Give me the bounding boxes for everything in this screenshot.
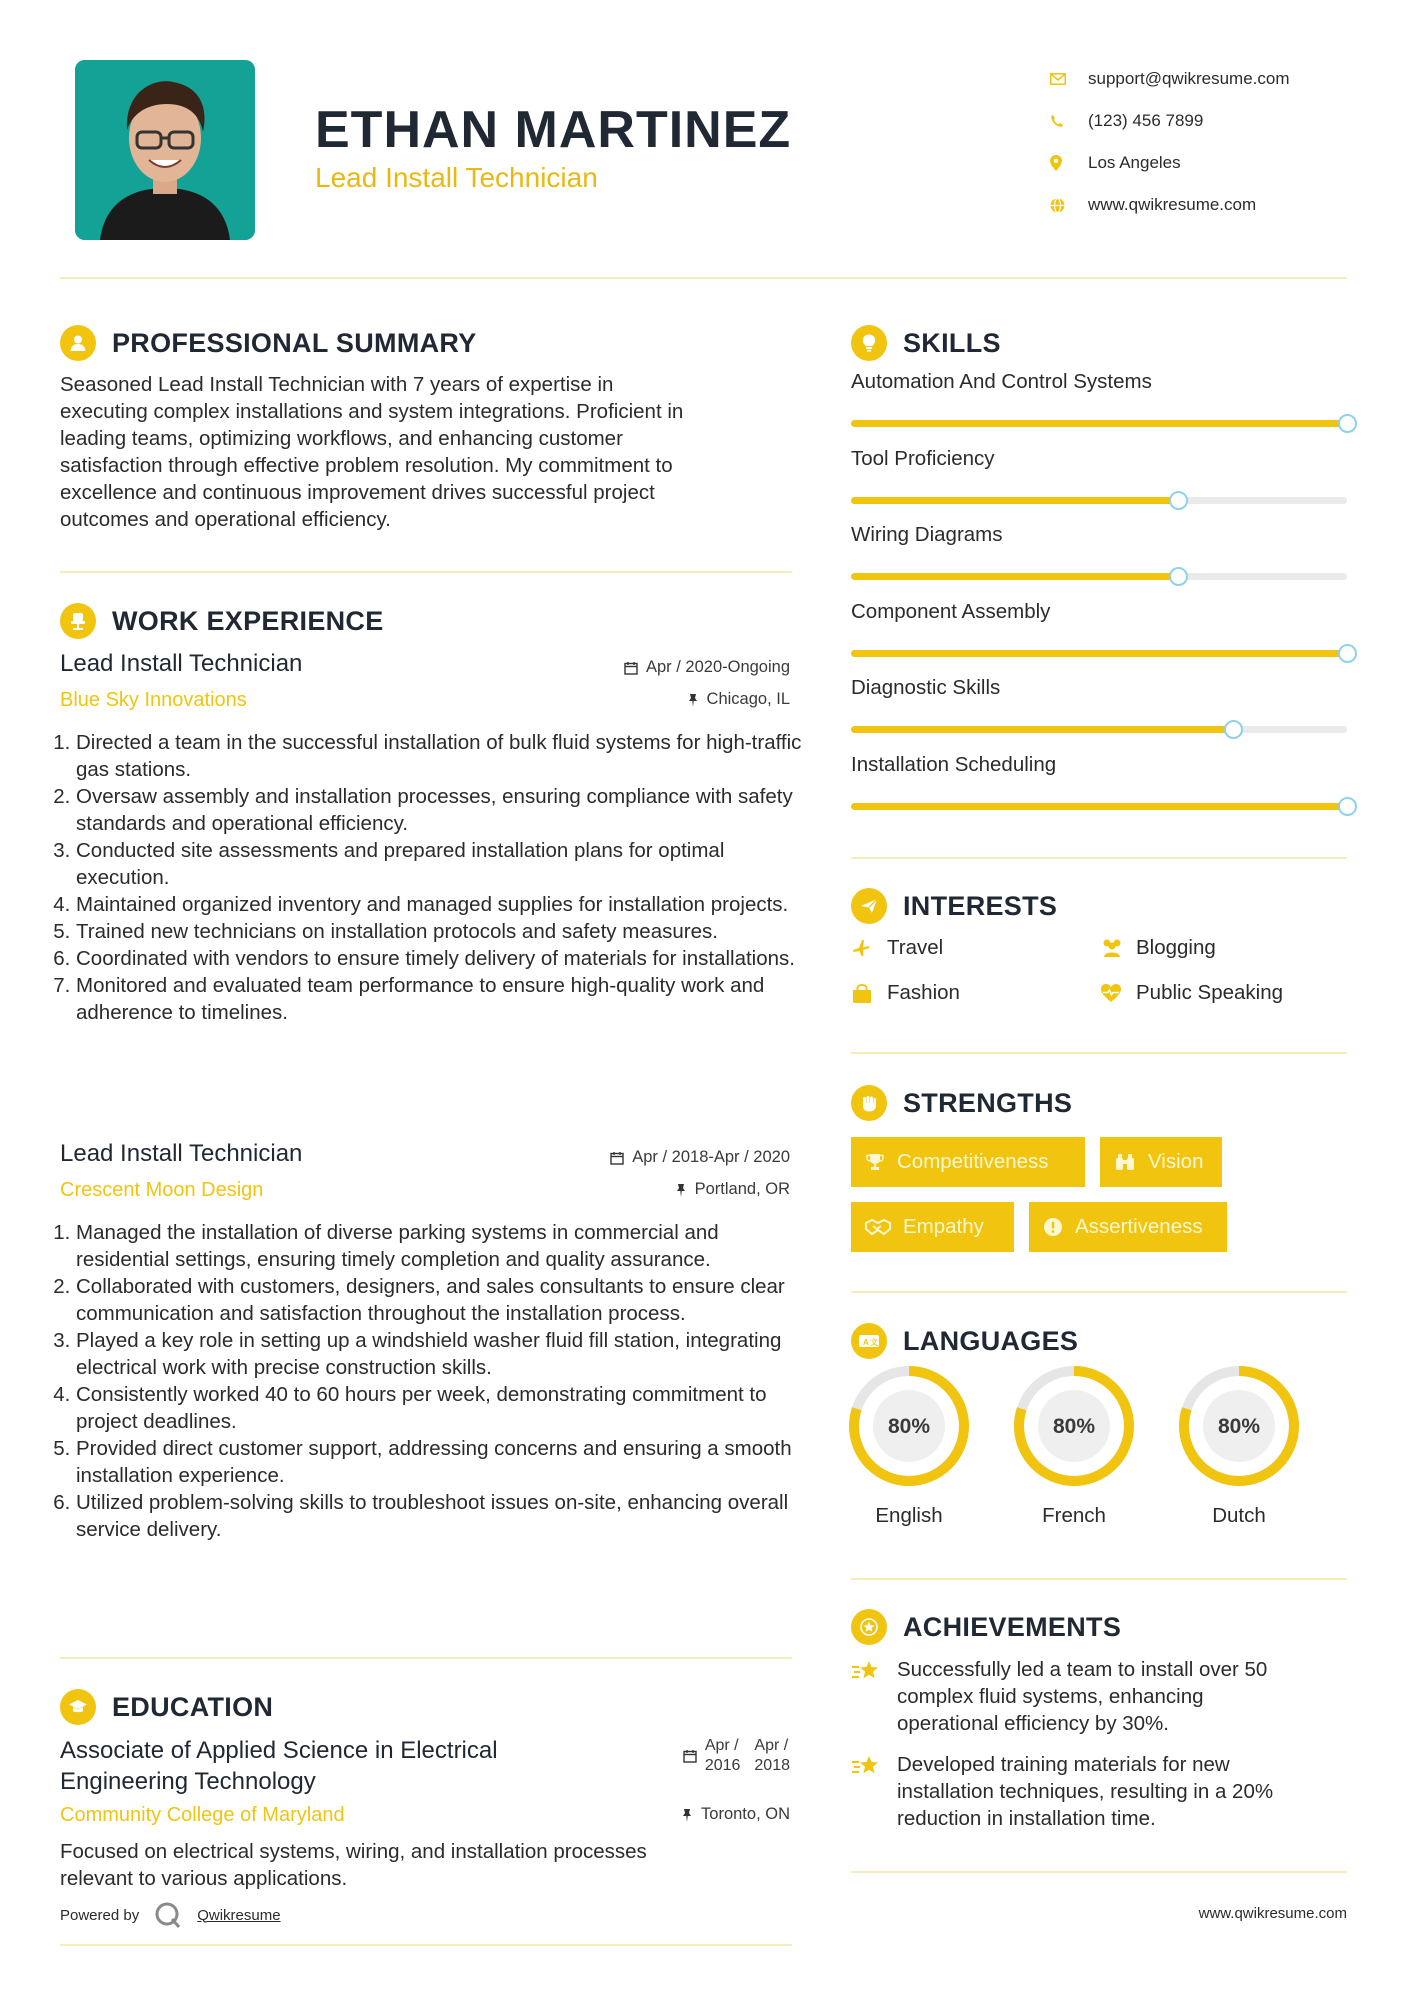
achievements-divider [851, 1871, 1347, 1873]
skill-bar-track [851, 420, 1347, 427]
skill-bar-knob [1169, 491, 1188, 510]
skill-name: Installation Scheduling [851, 752, 1057, 776]
strength-competitiveness [851, 1137, 1085, 1187]
person-silhouette-icon [75, 60, 255, 240]
skills-heading [851, 325, 1001, 361]
powered-by-text: Powered by [60, 1906, 140, 1924]
interest-label: Blogging [1136, 936, 1216, 959]
duty-item: 3. Played a key role in setting up a windshield washer fluid fill station, integrating electrical work with precise construction skills. [76, 1327, 802, 1381]
contact-location-text: Los Angeles [1088, 153, 1181, 172]
shooting-star-icon [851, 1656, 897, 1737]
contact-location [1050, 142, 1290, 184]
candidate-name: ETHAN MARTINEZ [315, 101, 792, 159]
strength-empathy [851, 1202, 1014, 1252]
duty-item: 4. Consistently worked 40 to 60 hours per week, demonstrating commitment to project deadlines. [76, 1381, 802, 1435]
map-pin-icon [1050, 153, 1088, 173]
calendar-icon [624, 661, 638, 675]
duty-item: 4. Maintained organized inventory and managed supplies for installation projects. [76, 891, 802, 918]
skill-name: Wiring Diagrams [851, 523, 1003, 546]
skills-heading-text: SKILLS [903, 327, 1001, 358]
plane-icon [851, 938, 887, 958]
header-divider [60, 277, 1347, 279]
skill-name: Automation And Control Systems [851, 370, 1152, 393]
language-ring [1177, 1364, 1301, 1488]
profile-photo [75, 60, 255, 240]
interest-public-speaking [1100, 981, 1283, 1005]
achievement-line: Developed training materials for new [897, 1753, 1230, 1776]
shooting-star-icon [851, 1751, 897, 1832]
candidate-title: Lead Install Technician [315, 162, 598, 193]
skill-bar-knob [1224, 720, 1243, 739]
handshake-icon [865, 1218, 891, 1236]
contact-website-text: www.qwikresume.com [1088, 195, 1257, 214]
achievements-heading-text: ACHIEVEMENTS [903, 1611, 1122, 1642]
job-1-location-text: Chicago, IL [706, 690, 790, 708]
envelope-icon [1050, 69, 1088, 89]
phone-icon [1050, 111, 1088, 131]
strengths-heading-text: STRENGTHS [903, 1087, 1073, 1118]
star-badge-icon [851, 1609, 887, 1645]
strengths-heading [851, 1085, 1072, 1121]
duty-item: 5. Trained new technicians on installation protocols and safety measures. [76, 918, 802, 945]
achievement-line: complex fluid systems, enhancing [897, 1685, 1204, 1708]
user-icon [60, 325, 96, 361]
education-end [754, 1736, 790, 1776]
languages-heading-text: LANGUAGES [903, 1325, 1079, 1356]
education-dates [600, 1736, 790, 1776]
contact-email[interactable] [1050, 58, 1290, 100]
graduation-icon [60, 1689, 96, 1725]
skill-name: Component Assembly [851, 599, 1051, 623]
fist-icon [851, 1085, 887, 1121]
education-description [60, 1838, 800, 1892]
education-desc-line: relevant to various applications. [60, 1867, 348, 1890]
language-name: French [1042, 1504, 1106, 1527]
interest-label: Fashion [887, 981, 960, 1004]
pushpin-icon [675, 1183, 687, 1197]
summary-line: Seasoned Lead Install Technician with 7 years of expertise in [60, 373, 614, 396]
trophy-icon [865, 1152, 885, 1172]
duty-item: 2. Oversaw assembly and installation processes, ensuring compliance with safety standards and operational efficiency. [76, 783, 802, 837]
interest-fashion [851, 981, 960, 1005]
job-2-location-text: Portland, OR [694, 1180, 790, 1198]
achievement-line: Successfully led a team to install over 50 [897, 1658, 1268, 1681]
duty-item: 3. Conducted site assessments and prepared installation plans for optimal execution. [76, 837, 802, 891]
languages-heading [851, 1323, 1078, 1359]
footer-divider [60, 1944, 792, 1946]
lightbulb-icon [851, 325, 887, 361]
skill-bar-fill [851, 420, 1347, 427]
job-1-duties [57, 729, 802, 1026]
qwikresume-link[interactable]: Qwikresume [197, 1906, 281, 1924]
education-location-text: Toronto, ON [701, 1805, 790, 1823]
strength-vision [1100, 1137, 1222, 1187]
contact-website[interactable] [1050, 184, 1290, 226]
skill-bar-knob [1338, 644, 1357, 663]
education-end-month: Apr / [754, 1737, 789, 1754]
paper-plane-icon [851, 888, 887, 924]
summary-line: satisfaction through effective problem resolution. My commitment to [60, 454, 673, 477]
language-percent: 80% [887, 1415, 931, 1438]
work-heading [60, 603, 384, 639]
contact-phone-text: (123) 456 7899 [1088, 111, 1204, 130]
education-start [705, 1736, 741, 1776]
work-divider [60, 1657, 792, 1659]
shopping-bag-icon [851, 982, 887, 1004]
duty-item: 1. Managed the installation of diverse parking systems in commercial and residential settings, ensuring timely completion and quality assurance. [76, 1219, 802, 1273]
skill-bar-fill [851, 650, 1347, 657]
language-ring [1012, 1364, 1136, 1488]
skills-divider [851, 857, 1347, 859]
summary-heading [60, 325, 477, 361]
achievements-heading [851, 1609, 1121, 1645]
job-2-duties [57, 1219, 802, 1543]
duty-item: 6. Utilized problem-solving skills to troubleshoot issues on-site, enhancing overall service delivery. [76, 1489, 802, 1543]
job-2-dates [520, 1148, 790, 1167]
qwikresume-logo-icon [153, 1900, 183, 1930]
strength-assertiveness [1029, 1202, 1227, 1252]
skill-bar-knob [1338, 414, 1357, 433]
education-degree [60, 1735, 498, 1797]
summary-line: excellence and continuous improvement drives successful project [60, 481, 655, 504]
footer-website[interactable]: www.qwikresume.com [1198, 1905, 1347, 1922]
skill-bar-track [851, 726, 1347, 733]
exclamation-circle-icon [1043, 1217, 1063, 1237]
education-start-month: Apr / [704, 1737, 739, 1754]
skill-bar-track [851, 650, 1347, 657]
interest-travel [851, 936, 943, 960]
summary-heading-text: PROFESSIONAL SUMMARY [112, 327, 477, 358]
education-school: Community College of Maryland [60, 1804, 345, 1826]
language-card-icon [851, 1323, 887, 1359]
skill-bar-knob [1169, 567, 1188, 586]
achievement-line: reduction in installation time. [897, 1807, 1156, 1830]
heartbeat-icon [1100, 983, 1136, 1003]
skill-bar-track [851, 803, 1347, 810]
svg-text:A: A [863, 1338, 870, 1347]
work-heading-text: WORK EXPERIENCE [112, 605, 384, 636]
interests-divider [851, 1052, 1347, 1054]
education-start-year: 2016 [704, 1757, 741, 1774]
binoculars-icon [1114, 1152, 1136, 1172]
skill-name: Tool Proficiency [851, 446, 995, 470]
globe-icon [1050, 195, 1088, 215]
achievement-line: installation techniques, resulting in a 20% [897, 1780, 1274, 1803]
strength-label: Empathy [903, 1215, 984, 1238]
calendar-icon [610, 1151, 624, 1165]
strengths-divider [851, 1291, 1347, 1293]
footer-powered-by [60, 1900, 281, 1930]
interest-label: Travel [887, 936, 944, 959]
duty-item: 1. Directed a team in the successful installation of bulk fluid systems for high-traffic gas stations. [76, 729, 802, 783]
job-2-title: Lead Install Technician [60, 1140, 303, 1167]
job-1-company: Blue Sky Innovations [60, 689, 247, 711]
languages-divider [851, 1578, 1347, 1580]
language-percent: 80% [1052, 1415, 1096, 1438]
degree-line: Associate of Applied Science in Electrical [60, 1737, 498, 1764]
interest-blogging [1100, 936, 1216, 960]
education-desc-line: Focused on electrical systems, wiring, and installation processes [60, 1840, 647, 1863]
strength-label: Competitiveness [897, 1150, 1049, 1173]
skill-bar-fill [851, 726, 1233, 733]
job-1-title: Lead Install Technician [60, 650, 303, 677]
skill-bar-fill [851, 573, 1178, 580]
job-1-dates [520, 658, 790, 677]
chair-icon [60, 603, 96, 639]
job-2-location [520, 1180, 790, 1199]
interests-heading [851, 888, 1057, 924]
summary-line: leading teams, optimizing workflows, and enhancing customer [60, 427, 623, 450]
degree-line: Engineering Technology [60, 1768, 316, 1795]
skill-name: Diagnostic Skills [851, 676, 1001, 699]
achievement-item-1 [851, 1656, 1347, 1737]
strength-label: Assertiveness [1075, 1215, 1203, 1238]
duty-item: 5. Provided direct customer support, addressing concerns and ensuring a smooth installation experience. [76, 1435, 802, 1489]
duty-item: 7. Monitored and evaluated team performance to ensure high-quality work and adherence to timelines. [76, 972, 802, 1026]
education-end-year: 2018 [754, 1757, 790, 1774]
interest-label: Public Speaking [1136, 981, 1284, 1004]
duty-item: 6. Coordinated with vendors to ensure timely delivery of materials for installations. [76, 945, 802, 972]
education-heading-text: EDUCATION [112, 1691, 274, 1722]
summary-line: executing complex installations and system integrations. Proficient in [60, 400, 684, 423]
skill-bar-knob [1338, 797, 1357, 816]
skill-bar-fill [851, 803, 1347, 810]
achievement-text [897, 1656, 1267, 1737]
skill-bar-track [851, 497, 1347, 504]
job-1-dates-text: Apr / 2020-Ongoing [645, 658, 790, 676]
duty-item: 2. Collaborated with customers, designers, and sales consultants to ensure clear communication and satisfaction throughout the installation process. [76, 1273, 802, 1327]
summary-text [60, 371, 800, 533]
svg-text:文: 文 [870, 1338, 879, 1347]
skill-bar-track [851, 573, 1347, 580]
language-percent: 80% [1217, 1415, 1261, 1438]
achievement-line: operational efficiency by 30%. [897, 1712, 1169, 1735]
language-name: Dutch [1212, 1504, 1266, 1527]
achievement-text [897, 1751, 1273, 1832]
interests-heading-text: INTERESTS [903, 890, 1058, 921]
job-1-location [520, 690, 790, 709]
pushpin-icon [681, 1808, 693, 1822]
language-name: English [875, 1504, 943, 1527]
education-location [520, 1805, 790, 1824]
strength-label: Vision [1148, 1150, 1204, 1173]
achievement-item-2 [851, 1751, 1347, 1832]
pushpin-icon [687, 693, 699, 707]
calendar-icon [683, 1749, 697, 1763]
users-icon [1100, 938, 1136, 958]
education-heading [60, 1689, 273, 1725]
contact-phone[interactable] [1050, 100, 1290, 142]
job-2-dates-text: Apr / 2018-Apr / 2020 [632, 1148, 790, 1166]
summary-divider [60, 571, 792, 573]
skill-bar-fill [851, 497, 1178, 504]
summary-line: outcomes and operational efficiency. [60, 508, 391, 531]
contact-email-text: support@qwikresume.com [1088, 69, 1290, 88]
language-ring [847, 1364, 971, 1488]
contact-list [1050, 58, 1290, 226]
job-2-company: Crescent Moon Design [60, 1179, 264, 1201]
